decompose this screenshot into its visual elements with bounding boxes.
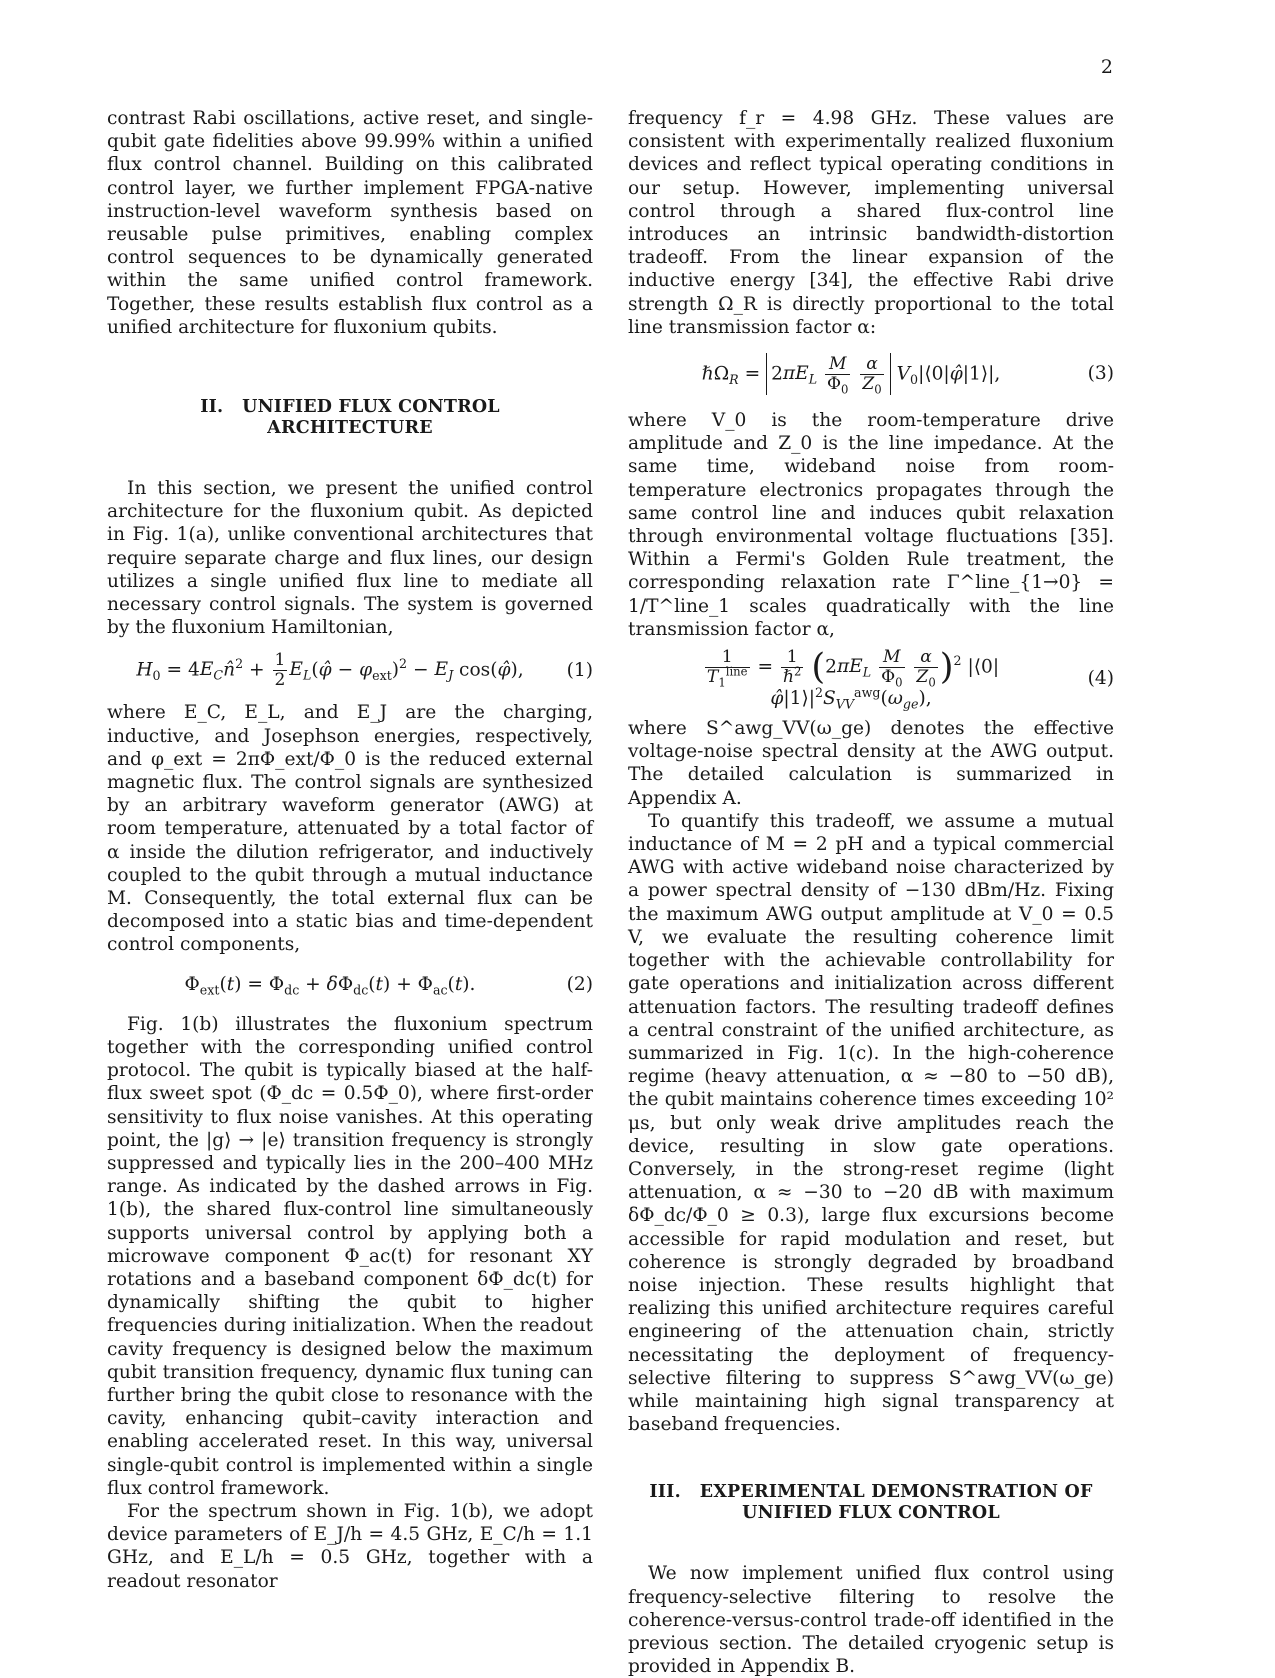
paragraph-tradeoff-intro: frequency f_r = 4.98 GHz. These values are consistent with experimentally realized fluxonium devices and reflect typical operating conditions in our setup. However, implementing universal control through a shared flux-control line introduces an intrinsic bandwidth-distortion tradeoff. From the linear expansion of the inductive energy [34], the effective Rabi drive strength Ω_R is directly proportional to the total line transmission factor α: [628, 108, 1114, 338]
paragraph-noise-relaxation: where V_0 is the room-temperature drive amplitude and Z_0 is the line impedance. At the same time, wideband noise from room-temperature electronics propagates through the same control line and induces qubit relaxation through environmental voltage fluctuations [35]. Within a Fermi's Golden Rule treatment, the corresponding relaxation rate Γ^line_{1→0} = 1/T^line_1 scales quadratically with the line transmission factor α, [628, 410, 1114, 640]
equation-1 [107, 639, 593, 701]
equation-3-expression: ℏΩ$_R$ = $2\pi E_L$ $\frac{M}{\Phi_0}$ $\frac{\alpha}{Z_0}$ $V_0|⟨0|\varphî|1⟩|$, [701, 353, 1001, 396]
equation-1-expression: $H_0$ = $4E_Cn̂^2$ + $\frac{1}{2}$ $E_L(\varphî - \varphi_{ext})^2 - E_J$ cos(φ̂), [136, 650, 524, 690]
equation-3 [628, 339, 1114, 409]
paragraph-quantify-tradeoff: To quantify this tradeoff, we assume a mutual inductance of M = 2 pH and a typical commercial AWG with active wideband noise characterized by a power spectral density of −130 dBm/Hz. Fixing the maximum AWG output amplitude at V_0 = 0.5 V, we evaluate the resulting coherence limit together with the achievable controllability for gate operations and initialization across different attenuation factors. The resulting tradeoff defines a central constraint of the unified architecture, as summarized in Fig. 1(c). In the high-coherence regime (heavy attenuation, α ≈ −80 to −50 dB), the qubit maintains coherence times exceeding 10² μs, but only weak drive amplitudes reach the device, resulting in slow gate operations. Conversely, in the strong-reset regime (light attenuation, α ≈ −30 to −20 dB with maximum δΦ_dc/Φ_0 ≥ 0.3), large flux excursions become accessible for rapid modulation and reset, but coherence is strongly degraded by broadband noise injection. These results highlight that realizing this unified architecture requires careful engineering of the attenuation chain, strictly necessitating the deployment of frequency-selective filtering to suppress S^awg_VV(ω_ge) while maintaining high signal transparency at baseband frequencies. [628, 810, 1114, 1436]
section-heading-ii-line1: II. UNIFIED FLUX CONTROL [200, 397, 500, 418]
section-heading-iii-line1: III. EXPERIMENTAL DEMONSTRATION OF [649, 1482, 1093, 1503]
paragraph-intro-end: contrast Rabi oscillations, active reset, and single-qubit gate fidelities above 99.99% within a unified flux control channel. Building on this calibrated control layer, we further implement FPGA-native instruction-level waveform synthesis based on reusable pulse primitives, enabling complex control sequences to be dynamically generated within the same unified control framework. Together, these results establish flux control as a unified architecture for fluxonium qubits. [107, 108, 593, 338]
equation-4 [628, 641, 1114, 717]
section-heading-iii [628, 1482, 1114, 1524]
paragraph-control-signals: where E_C, E_L, and E_J are the charging, inductive, and Josephson energies, respectively, and φ_ext = 2πΦ_ext/Φ_0 is the reduced external magnetic flux. The control signals are synthesized by an arbitrary waveform generator (AWG) at room temperature, attenuated by a total factor of α inside the dilution refrigerator, and inductively coupled to the qubit through a mutual inductance M. Consequently, the total external flux can be decomposed into a static bias and time-dependent control components, [107, 702, 593, 956]
paragraph-section-ii-intro: In this section, we present the unified control architecture for the fluxonium qubit. As depicted in Fig. 1(a), unlike conventional architectures that require separate charge and flux lines, our design utilizes a single unified flux line to mediate all necessary control signals. The system is governed by the fluxonium Hamiltonian, [107, 478, 593, 639]
equation-4-number: (4) [1087, 668, 1114, 690]
equation-4-expression: $\frac{1}{T_1^{line}}$ = $\frac{1}{\hbar^2}$ ($2\pi E_L$ $\frac{M}{\Phi_0}$ $\frac{\alpha}{Z_0}$ )$^2$ $|⟨0|\varphî|1⟩|^2S_{VV}^{awg}(\omega_{ge})$, [706, 646, 1000, 712]
page-number: 2 [1100, 56, 1113, 78]
section-heading-ii [107, 397, 593, 439]
right-column [628, 107, 1114, 1678]
left-column [107, 107, 593, 1593]
equation-2 [107, 957, 593, 1013]
paragraph-spectrum-protocol: Fig. 1(b) illustrates the fluxonium spectrum together with the corresponding unified control protocol. The qubit is typically biased at the half-flux sweet spot (Φ_dc = 0.5Φ_0), where first-order sensitivity to flux noise vanishes. At this operating point, the |g⟩ → |e⟩ transition frequency is strongly suppressed and typically lies in the 200–400 MHz range. As indicated by the dashed arrows in Fig. 1(b), the shared flux-control line simultaneously supports universal control by applying both a microwave component Φ_ac(t) for resonant XY rotations and a baseband component δΦ_dc(t) for dynamically shifting the qubit to higher frequencies during initialization. When the readout cavity frequency is designed below the maximum qubit transition frequency, dynamic flux tuning can further bring the qubit close to resonance with the cavity, enhancing qubit–cavity interaction and enabling accelerated reset. In this way, universal single-qubit control is implemented within a single flux control framework. [107, 1013, 593, 1499]
equation-2-expression: $\Phi_{ext}(t) = \Phi_{dc} + \delta\Phi_{dc}(t) + \Phi_{ac}(t)$. [184, 974, 476, 998]
paragraph-section-iii-intro: We now implement unified flux control using frequency-selective filtering to resolve the coherence-versus-control trade-off identified in the previous section. The detailed cryogenic setup is provided in Appendix B. [628, 1563, 1114, 1678]
section-heading-ii-line2: ARCHITECTURE [267, 418, 433, 439]
paragraph-noise-density: where S^awg_VV(ω_ge) denotes the effective voltage-noise spectral density at the AWG output. The detailed calculation is summarized in Appendix A. [628, 718, 1114, 809]
section-heading-iii-line2: UNIFIED FLUX CONTROL [742, 1503, 1000, 1524]
equation-1-number: (1) [566, 659, 593, 681]
paragraph-device-parameters: For the spectrum shown in Fig. 1(b), we adopt device parameters of E_J/h = 4.5 GHz, E_C/h = 1.1 GHz, and E_L/h = 0.5 GHz, together with a readout resonator [107, 1500, 593, 1592]
equation-3-number: (3) [1087, 363, 1114, 385]
equation-2-number: (2) [566, 974, 593, 996]
